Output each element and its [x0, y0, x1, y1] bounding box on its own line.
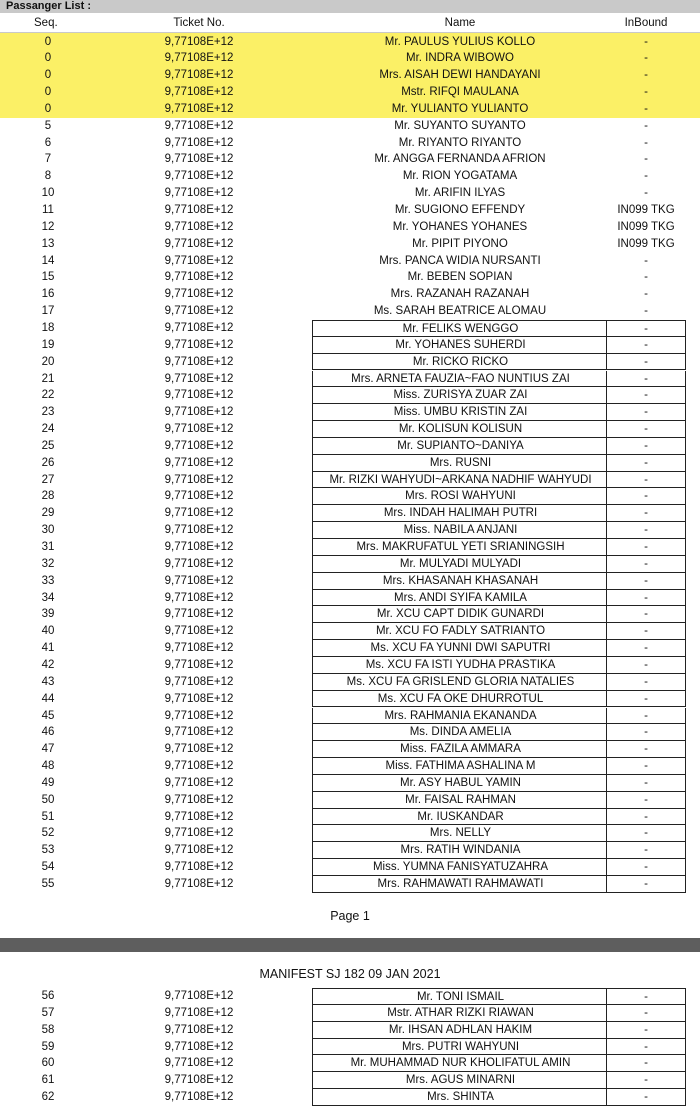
table-row: [0, 236, 700, 253]
inbound-cell: -: [606, 775, 686, 792]
table-row: [0, 438, 700, 455]
seq-cell: 46: [41, 726, 55, 739]
table-row: [0, 337, 700, 354]
inbound-cell: -: [644, 288, 648, 301]
name-cell: Mstr. ATHAR RIZKI RIAWAN: [312, 1005, 608, 1022]
inbound-cell: -: [644, 86, 648, 99]
name-cell: Ms. DINDA AMELIA: [312, 724, 608, 741]
seq-cell: 24: [41, 423, 55, 436]
inbound-cell: -: [644, 52, 648, 65]
name-cell: Miss. UMBU KRISTIN ZAI: [312, 404, 608, 421]
ticket-cell: 9,77108E+12: [164, 574, 234, 587]
seq-cell: 29: [41, 507, 55, 520]
ticket-cell: 9,77108E+12: [164, 423, 234, 436]
name-cell: Mrs. RAZANAH RAZANAH: [390, 288, 530, 301]
seq-cell: 10: [41, 187, 55, 200]
name-cell: Mr. PAULUS YULIUS KOLLO: [384, 35, 536, 48]
table-row: [0, 1005, 700, 1022]
table-row: [0, 168, 700, 185]
column-header-name: Name: [444, 17, 476, 29]
inbound-cell: -: [606, 488, 686, 505]
inbound-cell: -: [606, 438, 686, 455]
table-row: [0, 219, 700, 236]
inbound-cell: -: [606, 606, 686, 623]
ticket-cell: 9,77108E+12: [164, 490, 234, 503]
table-row: [0, 1022, 700, 1039]
inbound-cell: -: [606, 522, 686, 539]
seq-cell: 32: [41, 557, 55, 570]
seq-cell: 5: [44, 119, 52, 132]
ticket-cell: 9,77108E+12: [164, 86, 234, 99]
seq-cell: 45: [41, 709, 55, 722]
inbound-cell: -: [606, 825, 686, 842]
name-cell: Ms. SARAH BEATRICE ALOMAU: [373, 305, 547, 318]
inbound-cell: -: [606, 354, 686, 371]
ticket-cell: 9,77108E+12: [164, 52, 234, 65]
seq-cell: 0: [44, 52, 52, 65]
ticket-cell: 9,77108E+12: [164, 591, 234, 604]
name-cell: Mr. ASY HABUL YAMIN: [312, 775, 608, 792]
ticket-cell: 9,77108E+12: [164, 372, 234, 385]
name-cell: Mr. MUHAMMAD NUR KHOLIFATUL AMIN: [312, 1055, 608, 1072]
inbound-cell: -: [606, 876, 686, 893]
ticket-cell: 9,77108E+12: [164, 153, 234, 166]
ticket-cell: 9,77108E+12: [164, 776, 234, 789]
name-cell: Mrs. ARNETA FAUZIA~FAO NUNTIUS ZAI: [312, 371, 608, 388]
column-header-ticket: Ticket No.: [173, 17, 225, 29]
ticket-cell: 9,77108E+12: [164, 456, 234, 469]
name-cell: Mrs. INDAH HALIMAH PUTRI: [312, 505, 608, 522]
name-cell: Ms. XCU FA OKE DHURROTUL: [312, 691, 608, 708]
inbound-cell: -: [606, 1022, 686, 1039]
seq-cell: 18: [41, 321, 55, 334]
ticket-cell: 9,77108E+12: [164, 642, 234, 655]
inbound-cell: -: [644, 271, 648, 284]
ticket-cell: 9,77108E+12: [164, 355, 234, 368]
inbound-cell: -: [606, 623, 686, 640]
column-header-inbound: InBound: [624, 17, 668, 29]
ticket-cell: 9,77108E+12: [164, 237, 234, 250]
inbound-cell: -: [606, 573, 686, 590]
table-row: [0, 421, 700, 438]
name-cell: Mr. KOLISUN KOLISUN: [312, 421, 608, 438]
seq-cell: 41: [41, 642, 55, 655]
table-row: [0, 590, 700, 607]
name-cell: Mstr. RIFQI MAULANA: [401, 86, 519, 99]
table-row: [0, 640, 700, 657]
inbound-cell: -: [644, 187, 648, 200]
seq-cell: 39: [41, 608, 55, 621]
name-cell: Mrs. MAKRUFATUL YETI SRIANINGSIH: [312, 539, 608, 556]
name-cell: Mrs. AISAH DEWI HANDAYANI: [379, 69, 541, 82]
inbound-cell: IN099 TKG: [617, 237, 675, 250]
inbound-cell: -: [644, 69, 648, 82]
inbound-cell: -: [606, 556, 686, 573]
inbound-cell: -: [606, 472, 686, 489]
table-row: [0, 371, 700, 388]
ticket-cell: 9,77108E+12: [164, 473, 234, 486]
ticket-cell: 9,77108E+12: [164, 557, 234, 570]
seq-cell: 21: [41, 372, 55, 385]
seq-cell: 14: [41, 254, 55, 267]
name-cell: Mr. FAISAL RAHMAN: [312, 792, 608, 809]
inbound-cell: -: [606, 691, 686, 708]
inbound-cell: -: [606, 674, 686, 691]
table-row: [0, 354, 700, 371]
table-row: [0, 809, 700, 826]
ticket-cell: 9,77108E+12: [164, 743, 234, 756]
table-row: [0, 708, 700, 725]
table-row: [0, 573, 700, 590]
seq-cell: 34: [41, 591, 55, 604]
ticket-cell: 9,77108E+12: [164, 102, 234, 115]
table-row: [0, 488, 700, 505]
inbound-cell: -: [606, 404, 686, 421]
table-row: [0, 387, 700, 404]
table-row: [0, 876, 700, 893]
inbound-cell: -: [606, 421, 686, 438]
ticket-cell: 9,77108E+12: [164, 541, 234, 553]
inbound-cell: -: [606, 387, 686, 404]
column-header-seq: Seq.: [34, 17, 58, 29]
name-cell: Miss. FATHIMA ASHALINA M: [312, 758, 608, 775]
seq-cell: 61: [41, 1074, 55, 1087]
table-row: [0, 185, 700, 202]
ticket-cell: 9,77108E+12: [164, 220, 234, 233]
ticket-cell: 9,77108E+12: [164, 439, 234, 452]
seq-cell: 8: [44, 170, 52, 183]
ticket-cell: 9,77108E+12: [164, 1074, 234, 1087]
ticket-cell: 9,77108E+12: [164, 254, 234, 267]
ticket-cell: 9,77108E+12: [164, 406, 234, 419]
name-cell: Mr. SUYANTO SUYANTO: [394, 119, 526, 132]
seq-cell: 19: [41, 338, 55, 351]
inbound-cell: -: [606, 842, 686, 859]
seq-cell: 33: [41, 574, 55, 587]
seq-cell: 20: [41, 355, 55, 368]
seq-cell: 56: [41, 990, 55, 1002]
name-cell: Mrs. PUTRI WAHYUNI: [312, 1039, 608, 1056]
table-row: [0, 455, 700, 472]
ticket-cell: 9,77108E+12: [164, 793, 234, 806]
ticket-cell: 9,77108E+12: [164, 1057, 234, 1070]
seq-cell: 42: [41, 658, 55, 671]
name-cell: Mr. ARIFIN ILYAS: [414, 187, 506, 200]
name-cell: Mrs. AGUS MINARNI: [312, 1072, 608, 1089]
inbound-cell: -: [606, 724, 686, 741]
seq-cell: 26: [41, 456, 55, 469]
table-row: [0, 320, 700, 337]
table-row: [0, 657, 700, 674]
seq-cell: 0: [44, 35, 52, 48]
ticket-cell: 9,77108E+12: [164, 675, 234, 688]
table-row: [0, 724, 700, 741]
inbound-cell: -: [606, 657, 686, 674]
table-row: [0, 269, 700, 286]
table-row: [0, 842, 700, 859]
inbound-cell: -: [644, 254, 648, 267]
name-cell: Mr. RION YOGATAMA: [402, 170, 518, 183]
ticket-cell: 9,77108E+12: [164, 35, 234, 48]
name-cell: Mrs. ANDI SYIFA KAMILA: [312, 590, 608, 607]
inbound-cell: -: [606, 859, 686, 876]
name-cell: Miss. YUMNA FANISYATUZAHRA: [312, 859, 608, 876]
name-cell: Mr. YOHANES YOHANES: [392, 220, 528, 233]
inbound-cell: -: [606, 337, 686, 354]
name-cell: Mrs. RATIH WINDANIA: [312, 842, 608, 859]
inbound-cell: -: [644, 102, 648, 115]
name-cell: Mr. SUPIANTO~DANIYA: [312, 438, 608, 455]
ticket-cell: 9,77108E+12: [164, 136, 234, 149]
table-row: [0, 1055, 700, 1072]
name-cell: Ms. XCU FA YUNNI DWI SAPUTRI: [312, 640, 608, 657]
table-row: [0, 1072, 700, 1089]
passenger-list-title: Passanger List :: [0, 0, 700, 13]
name-cell: Mr. XCU FO FADLY SATRIANTO: [312, 623, 608, 640]
inbound-cell: -: [606, 1039, 686, 1056]
inbound-cell: -: [606, 505, 686, 522]
name-cell: Mr. IUSKANDAR: [312, 809, 608, 826]
ticket-cell: 9,77108E+12: [164, 827, 234, 840]
inbound-cell: -: [644, 153, 648, 166]
ticket-cell: 9,77108E+12: [164, 1091, 234, 1104]
seq-cell: 25: [41, 439, 55, 452]
seq-cell: 22: [41, 389, 55, 402]
name-cell: Mrs. RAHMANIA EKANANDA: [312, 708, 608, 725]
inbound-cell: -: [606, 708, 686, 725]
ticket-cell: 9,77108E+12: [164, 726, 234, 739]
seq-cell: 43: [41, 675, 55, 688]
seq-cell: 0: [44, 69, 52, 82]
ticket-cell: 9,77108E+12: [164, 119, 234, 132]
seq-cell: 48: [41, 760, 55, 773]
seq-cell: 16: [41, 288, 55, 301]
seq-cell: 47: [41, 743, 55, 756]
name-cell: Mr. TONI ISMAIL: [312, 988, 608, 1005]
seq-cell: 59: [41, 1040, 55, 1053]
name-cell: Mr. IHSAN ADHLAN HAKIM: [312, 1022, 608, 1039]
seq-cell: 44: [41, 692, 55, 705]
table-row: [0, 1039, 700, 1056]
name-cell: Mrs. PANCA WIDIA NURSANTI: [379, 254, 541, 267]
name-cell: Mr. RICKO RICKO: [312, 354, 608, 371]
name-cell: Mrs. KHASANAH KHASANAH: [312, 573, 608, 590]
ticket-cell: 9,77108E+12: [164, 524, 234, 537]
name-cell: Mr. ANGGA FERNANDA AFRION: [374, 153, 546, 166]
table-row: [0, 505, 700, 522]
page-separator: [0, 938, 700, 952]
ticket-cell: 9,77108E+12: [164, 1023, 234, 1036]
inbound-cell: -: [644, 35, 648, 48]
ticket-cell: 9,77108E+12: [164, 338, 234, 351]
ticket-cell: 9,77108E+12: [164, 878, 234, 890]
name-cell: Mrs. ROSI WAHYUNI: [312, 488, 608, 505]
inbound-cell: -: [606, 1072, 686, 1089]
ticket-cell: 9,77108E+12: [164, 507, 234, 520]
inbound-cell: -: [606, 640, 686, 657]
ticket-cell: 9,77108E+12: [164, 709, 234, 722]
name-cell: Miss. ZURISYA ZUAR ZAI: [312, 387, 608, 404]
table-row: [0, 775, 700, 792]
inbound-cell: -: [606, 455, 686, 472]
table-row: [0, 825, 700, 842]
inbound-cell: IN099 TKG: [617, 204, 675, 216]
manifest-page-2: [0, 952, 700, 1109]
inbound-cell: IN099 TKG: [617, 220, 675, 233]
table-row: [0, 84, 700, 101]
seq-cell: 0: [44, 86, 52, 99]
ticket-cell: 9,77108E+12: [164, 608, 234, 621]
inbound-cell: -: [606, 539, 686, 556]
seq-cell: 7: [44, 153, 52, 166]
name-cell: Miss. NABILA ANJANI: [312, 522, 608, 539]
seq-cell: 54: [41, 861, 55, 874]
seq-cell: 30: [41, 524, 55, 537]
name-cell: Ms. XCU FA GRISLEND GLORIA NATALIES: [312, 674, 608, 691]
table-row: [0, 792, 700, 809]
ticket-cell: 9,77108E+12: [164, 810, 234, 823]
ticket-cell: 9,77108E+12: [164, 389, 234, 402]
ticket-cell: 9,77108E+12: [164, 204, 234, 216]
name-cell: Mr. INDRA WIBOWO: [406, 52, 514, 65]
seq-cell: 62: [41, 1091, 55, 1104]
inbound-cell: -: [606, 741, 686, 758]
inbound-cell: -: [606, 371, 686, 388]
ticket-cell: 9,77108E+12: [164, 1006, 234, 1019]
table-row: [0, 606, 700, 623]
seq-cell: 51: [41, 810, 55, 823]
table-row: [0, 539, 700, 556]
seq-cell: 50: [41, 793, 55, 806]
ticket-cell: 9,77108E+12: [164, 844, 234, 857]
ticket-cell: 9,77108E+12: [164, 990, 234, 1002]
seq-cell: 15: [41, 271, 55, 284]
inbound-cell: -: [644, 136, 648, 149]
name-cell: Mr. RIYANTO RIYANTO: [398, 136, 522, 149]
inbound-cell: -: [606, 1055, 686, 1072]
seq-cell: 31: [41, 541, 55, 553]
seq-cell: 23: [41, 406, 55, 419]
ticket-cell: 9,77108E+12: [164, 861, 234, 874]
ticket-cell: 9,77108E+12: [164, 288, 234, 301]
seq-cell: 12: [41, 220, 55, 233]
inbound-cell: -: [606, 792, 686, 809]
inbound-cell: -: [606, 1005, 686, 1022]
inbound-cell: -: [606, 758, 686, 775]
name-cell: Mr. SUGIONO EFFENDY: [394, 204, 526, 216]
seq-cell: 53: [41, 844, 55, 857]
name-cell: Mr. FELIKS WENGGO: [312, 320, 608, 337]
seq-cell: 57: [41, 1006, 55, 1019]
name-cell: Mr. PIPIT PIYONO: [412, 237, 508, 250]
seq-cell: 60: [41, 1057, 55, 1070]
table-row: [0, 303, 700, 320]
seq-cell: 52: [41, 827, 55, 840]
inbound-cell: -: [606, 809, 686, 826]
name-cell: Mrs. RUSNI: [312, 455, 608, 472]
inbound-cell: -: [606, 1089, 686, 1106]
name-cell: Mr. MULYADI MULYADI: [312, 556, 608, 573]
table-row: [0, 286, 700, 303]
table-row: [0, 50, 700, 67]
table-row: [0, 758, 700, 775]
table-row: [0, 741, 700, 758]
table-row: [0, 101, 700, 118]
seq-cell: 28: [41, 490, 55, 503]
table-row: [0, 522, 700, 539]
seq-cell: 49: [41, 776, 55, 789]
ticket-cell: 9,77108E+12: [164, 321, 234, 334]
ticket-cell: 9,77108E+12: [164, 760, 234, 773]
table-row: [0, 674, 700, 691]
table-row: [0, 623, 700, 640]
ticket-cell: 9,77108E+12: [164, 69, 234, 82]
name-cell: Mrs. SHINTA: [312, 1089, 608, 1106]
name-cell: Mr. BEBEN SOPIAN: [407, 271, 513, 284]
table-row: [0, 202, 700, 219]
seq-cell: 27: [41, 473, 55, 486]
table-row: [0, 1089, 700, 1106]
name-cell: Mrs. NELLY: [312, 825, 608, 842]
name-cell: Mr. RIZKI WAHYUDI~ARKANA NADHIF WAHYUDI: [312, 472, 608, 489]
seq-cell: 55: [41, 878, 55, 890]
table-row: [0, 691, 700, 708]
name-cell: Mr. XCU CAPT DIDIK GUNARDI: [312, 606, 608, 623]
seq-cell: 11: [42, 204, 54, 216]
seq-cell: 6: [44, 136, 52, 149]
ticket-cell: 9,77108E+12: [164, 170, 234, 183]
name-cell: Ms. XCU FA ISTI YUDHA PRASTIKA: [312, 657, 608, 674]
ticket-cell: 9,77108E+12: [164, 692, 234, 705]
name-cell: Mr. YULIANTO YULIANTO: [391, 102, 529, 115]
table-row: [0, 34, 700, 51]
ticket-cell: 9,77108E+12: [164, 1040, 234, 1053]
table-row: [0, 859, 700, 876]
table-row: [0, 253, 700, 270]
name-cell: Miss. FAZILA AMMARA: [312, 741, 608, 758]
inbound-cell: -: [606, 988, 686, 1005]
manifest-title: MANIFEST SJ 182 09 JAN 2021: [259, 967, 441, 981]
ticket-cell: 9,77108E+12: [164, 187, 234, 200]
seq-cell: 17: [41, 305, 55, 318]
ticket-cell: 9,77108E+12: [164, 305, 234, 318]
inbound-cell: -: [644, 305, 648, 318]
seq-cell: 0: [44, 102, 52, 115]
table-row: [0, 135, 700, 152]
ticket-cell: 9,77108E+12: [164, 658, 234, 671]
page-number: Page 1: [330, 909, 370, 923]
inbound-cell: -: [644, 119, 648, 132]
inbound-cell: -: [606, 590, 686, 607]
name-cell: Mr. YOHANES SUHERDI: [312, 337, 608, 354]
table-row: [0, 472, 700, 489]
table-row: [0, 151, 700, 168]
table-row: [0, 556, 700, 573]
ticket-cell: 9,77108E+12: [164, 625, 234, 638]
ticket-cell: 9,77108E+12: [164, 271, 234, 284]
seq-cell: 13: [41, 237, 55, 250]
name-cell: Mrs. RAHMAWATI RAHMAWATI: [312, 876, 608, 893]
table-row: [0, 404, 700, 421]
inbound-cell: -: [644, 170, 648, 183]
table-row: [0, 988, 700, 1005]
table-row: [0, 118, 700, 135]
seq-cell: 40: [41, 625, 55, 638]
inbound-cell: -: [606, 320, 686, 337]
table-row: [0, 67, 700, 84]
seq-cell: 58: [41, 1023, 55, 1036]
